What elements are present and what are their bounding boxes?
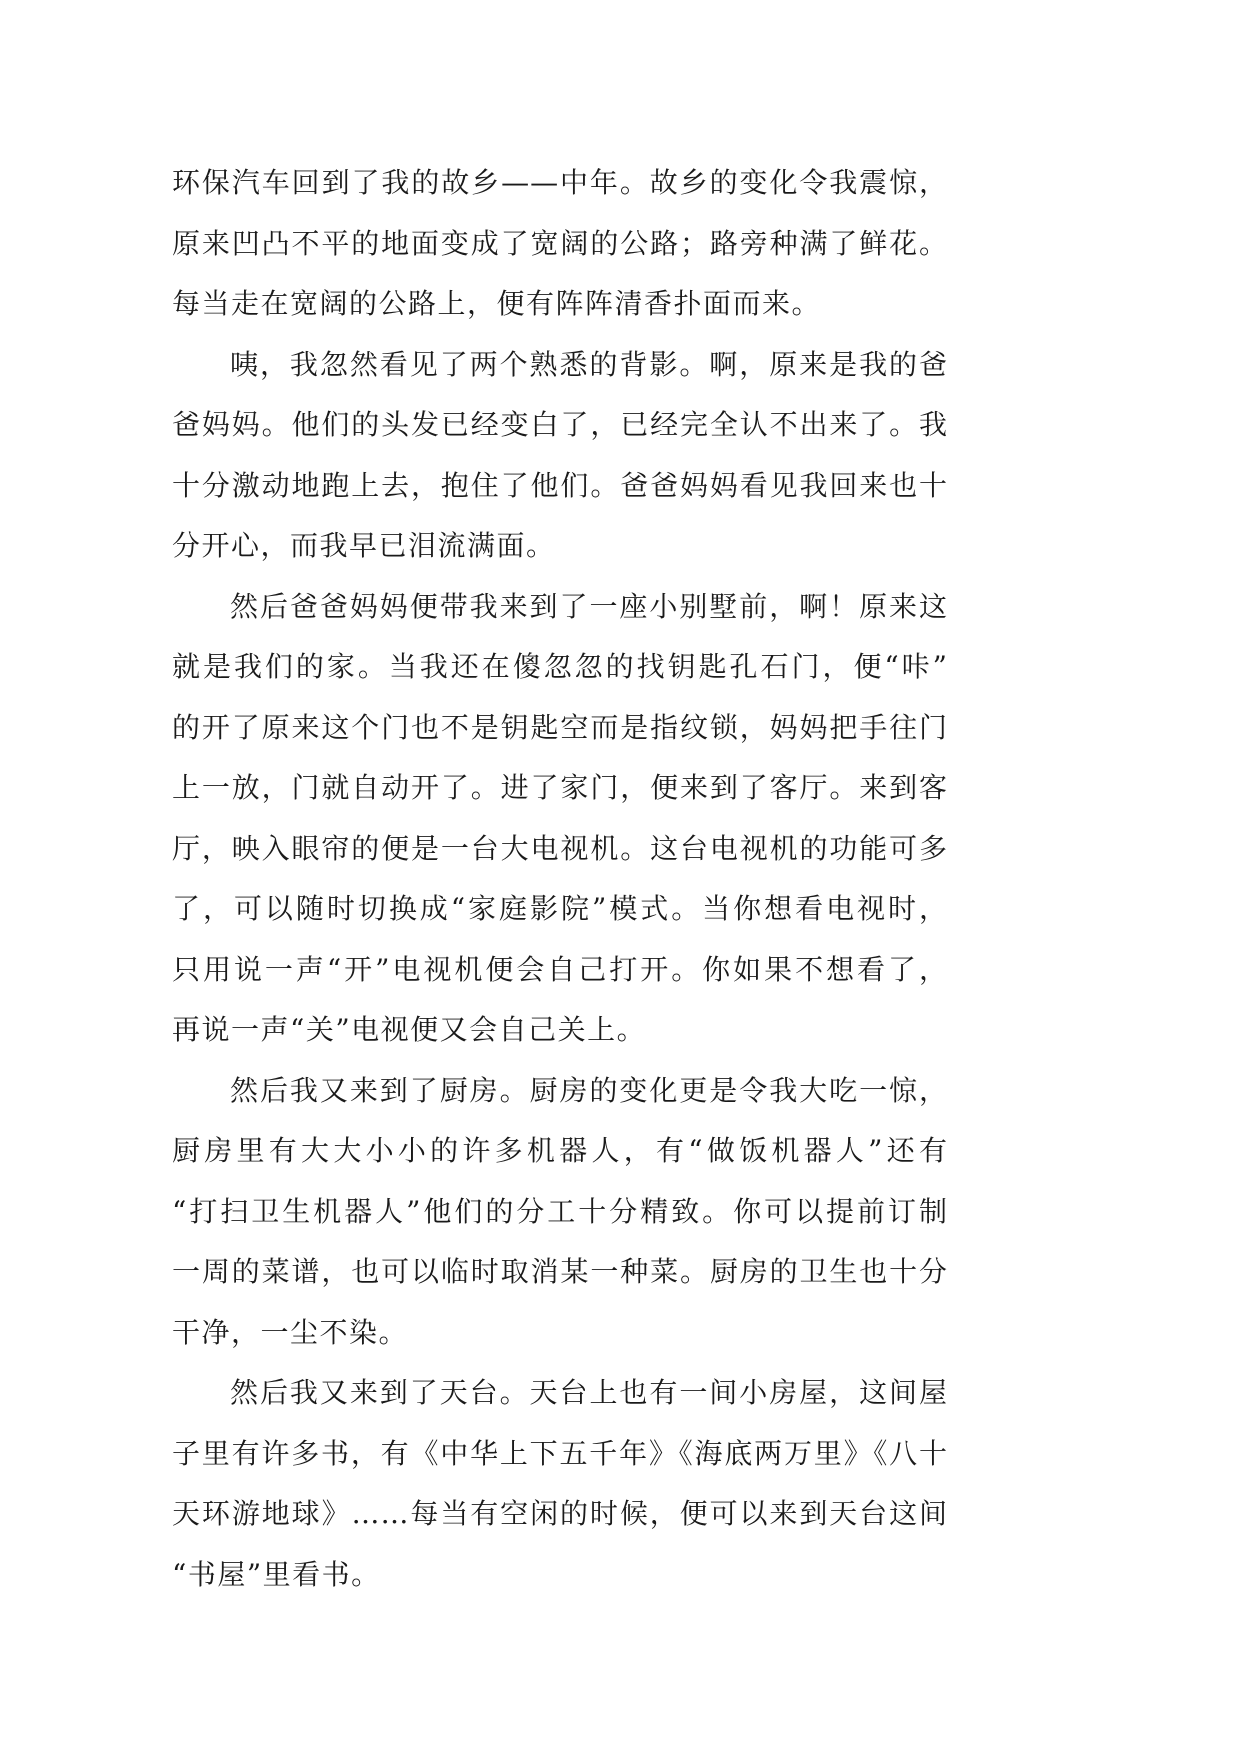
document-body [172, 153, 948, 1605]
paragraph [172, 1061, 948, 1364]
paragraph [172, 1363, 948, 1605]
text-line: 爸妈妈。他们的头发已经变白了，已经完全认不出来了。我 [172, 408, 948, 441]
text-line: 再说一声“关”电视便又会自己关上。 [172, 1013, 647, 1046]
text-line: 原来凹凸不平的地面变成了宽阔的公路；路旁种满了鲜花。 [172, 226, 948, 260]
text-line: 十分激动地跑上去，抱住了他们。爸爸妈妈看见我回来也十 [172, 468, 948, 502]
text-line: 厨房里有大大小小的许多机器人，有“做饭机器人”还有 [172, 1134, 948, 1167]
text-line: 就是我们的家。当我还在傻忽忽的找钥匙孔石门，便“咔” [172, 650, 948, 683]
text-line: 环保汽车回到了我的故乡——中年。故乡的变化令我震惊， [172, 166, 948, 199]
text-line: 上一放，门就自动开了。进了家门，便来到了客厅。来到客 [172, 771, 948, 804]
text-line: “书屋”里看书。 [172, 1557, 381, 1591]
text-line: 一周的菜谱，也可以临时取消某一种菜。厨房的卫生也十分 [172, 1255, 948, 1288]
text-line: 然后爸爸妈妈便带我来到了一座小别墅前，啊！原来这 [230, 589, 948, 623]
text-line: 干净，一尘不染。 [172, 1315, 409, 1349]
text-line: 的开了原来这个门也不是钥匙空而是指纹锁，妈妈把手往门 [172, 710, 948, 744]
paragraph [172, 335, 948, 577]
text-line: 然后我又来到了厨房。厨房的变化更是令我大吃一惊， [230, 1073, 948, 1107]
text-line: 每当走在宽阔的公路上，便有阵阵清香扑面而来。 [172, 287, 822, 320]
text-line: 天环游地球》……每当有空闲的时候，便可以来到天台这间 [172, 1497, 948, 1530]
paragraph [172, 153, 948, 335]
text-line: 咦，我忽然看见了两个熟悉的背影。啊，原来是我的爸 [230, 347, 948, 381]
text-line: “打扫卫生机器人”他们的分工十分精致。你可以提前订制 [172, 1194, 948, 1228]
text-line: 分开心，而我早已泪流满面。 [172, 529, 556, 562]
text-line: 只用说一声“开”电视机便会自己打开。你如果不想看了， [172, 952, 948, 986]
text-line: 子里有许多书，有《中华上下五千年》《海底两万里》《八十 [172, 1436, 948, 1470]
paragraph [172, 577, 948, 1061]
text-line: 了，可以随时切换成“家庭影院”模式。当你想看电视时， [172, 892, 948, 925]
text-line: 然后我又来到了天台。天台上也有一间小房屋，这间屋 [230, 1376, 948, 1409]
text-line: 厅，映入眼帘的便是一台大电视机。这台电视机的功能可多 [172, 831, 948, 865]
